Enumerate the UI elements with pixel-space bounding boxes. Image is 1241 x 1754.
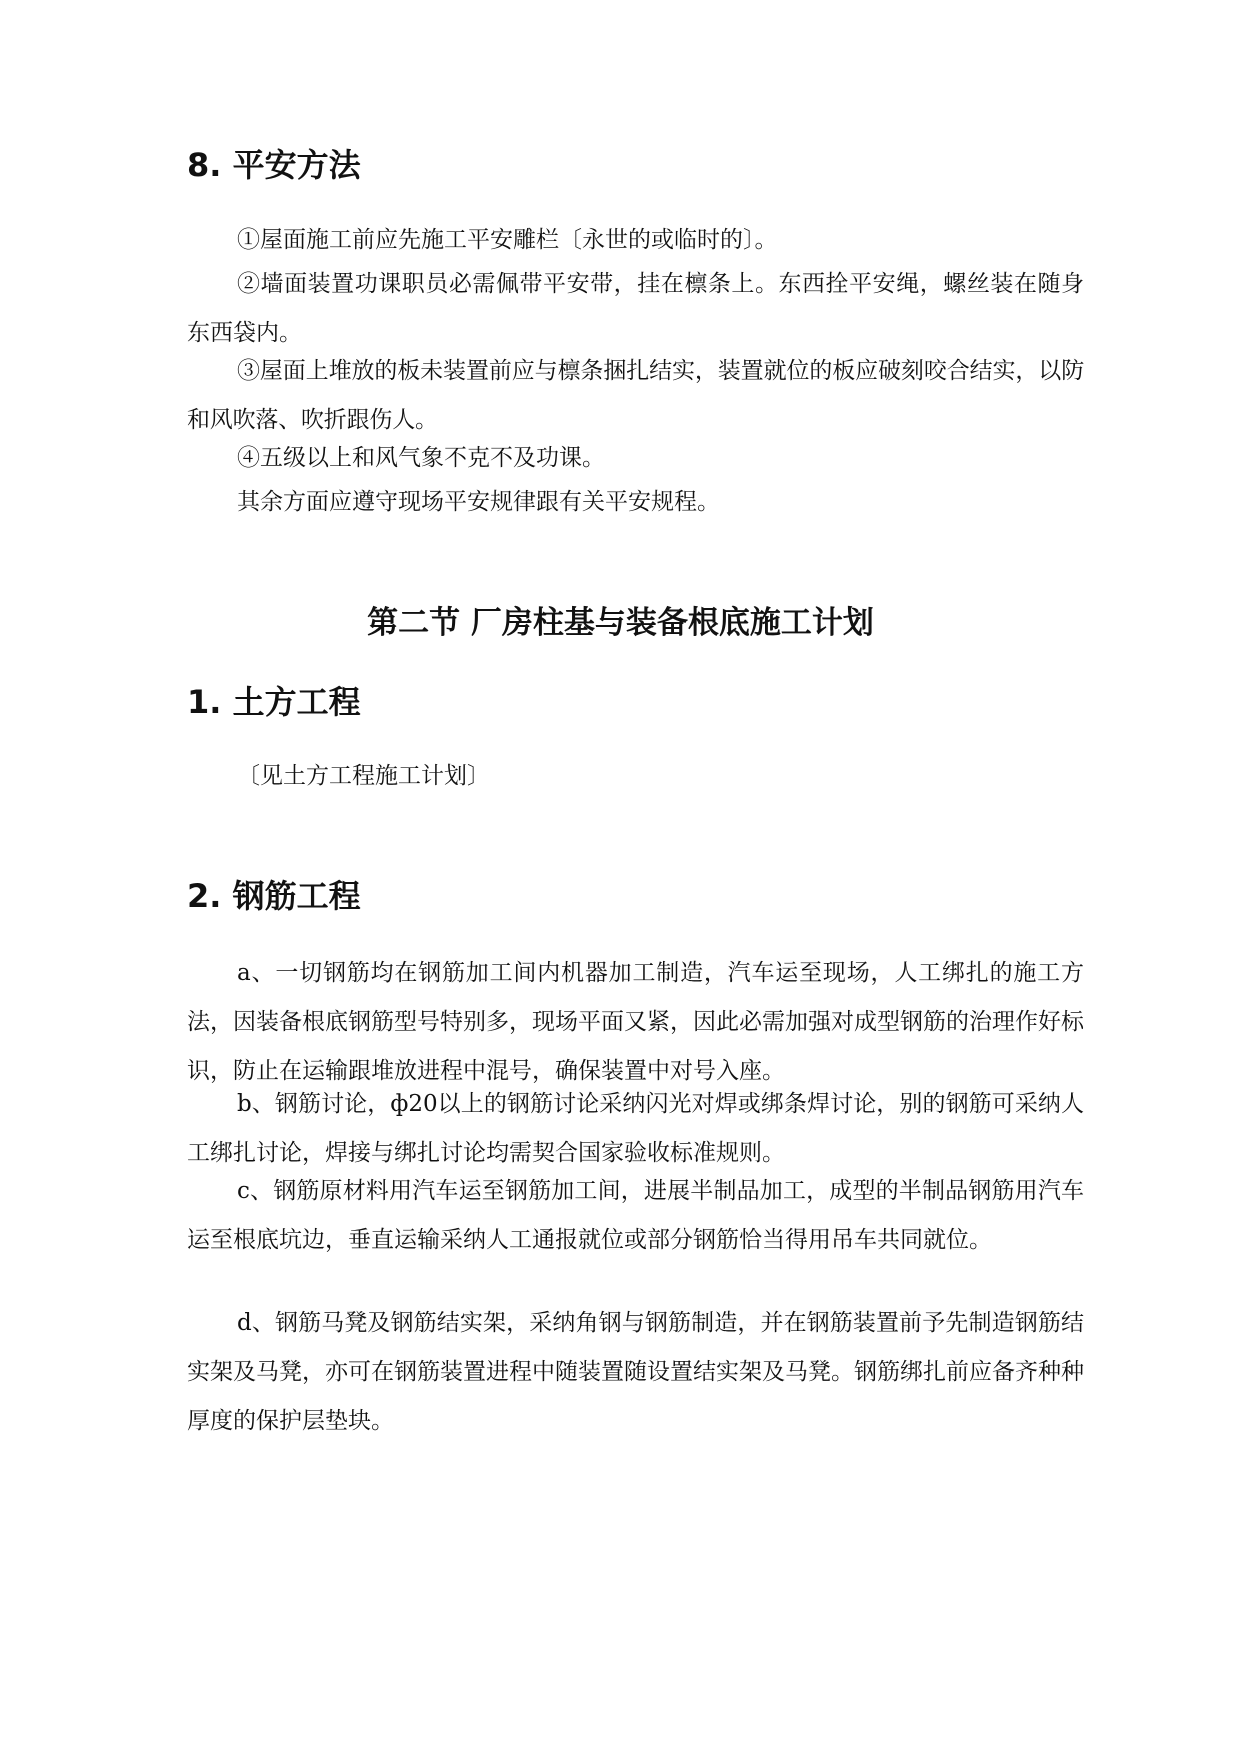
rebar-item-a: a、一切钢筋均在钢筋加工间内机器加工制造，汽车运至现场，人工绑扎的施工方法，因装备根底钢筋型号特别多，现场平面又紧，因此必需加强对成型钢筋的治理作好标识，防止在运输跟堆放进程中混号，确保装置中对号入座。 xyxy=(187,960,1084,1084)
rebar-item-d: d、钢筋马凳及钢筋结实架，采纳角钢与钢筋制造，并在钢筋装置前予先制造钢筋结实架及马凳，亦可在钢筋装置进程中随装置随设置结实架及马凳。钢筋绑扎前应备齐种种厚度的保护层垫块。 xyxy=(187,1310,1084,1434)
safety-item-other: 其余方面应遵守现场平安规律跟有关平安规程。 xyxy=(237,489,720,515)
safety-item-1: ①屋面施工前应先施工平安雕栏〔永世的或临时的〕。 xyxy=(237,227,778,253)
rebar-item-c: c、钢筋原材料用汽车运至钢筋加工间，进展半制品加工，成型的半制品钢筋用汽车运至根底坑边，垂直运输采纳人工通报就位或部分钢筋恰当得用吊车共同就位。 xyxy=(187,1178,1084,1253)
safety-item-2: ②墙面装置功课职员必需佩带平安带，挂在檩条上。东西拴平安绳，螺丝装在随身东西袋内。 xyxy=(187,271,1084,346)
earthwork-note: 〔见土方工程施工计划〕 xyxy=(237,763,490,789)
heading-earthwork: 1. 土方工程 xyxy=(187,683,361,721)
rebar-item-b: b、钢筋讨论，ф20以上的钢筋讨论采纳闪光对焊或绑条焊讨论，别的钢筋可采纳人工绑扎讨论，焊接与绑扎讨论均需契合国家验收标准规则。 xyxy=(187,1091,1084,1166)
heading-safety-measures: 8. 平安方法 xyxy=(187,146,361,184)
safety-item-3: ③屋面上堆放的板未装置前应与檩条捆扎结实，装置就位的板应破刻咬合结实，以防和风吹落、吹折跟伤人。 xyxy=(187,358,1084,433)
section-title: 第二节 厂房柱基与装备根底施工计划 xyxy=(367,605,874,641)
safety-item-4: ④五级以上和风气象不克不及功课。 xyxy=(237,445,605,471)
heading-rebar: 2. 钢筋工程 xyxy=(187,877,361,915)
